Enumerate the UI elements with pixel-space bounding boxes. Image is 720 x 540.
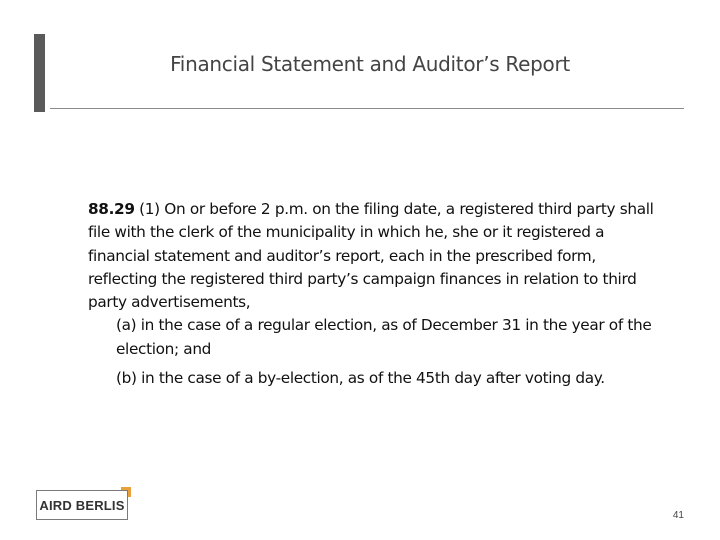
aird-berlis-logo: [36, 490, 128, 520]
sub-item-a: (a) in the case of a regular election, as of December 31 in the year of the election; and: [116, 316, 652, 358]
section-number: 88.29: [88, 200, 135, 218]
section-intro: (1) On or before 2 p.m. on the filing date, a registered third party shall file with the clerk of the municipality in which he, she or it registered a financial statement and auditor’s report, each in the prescribed form, reflecting the registered third party’s campaign finances in relation to third party advertisements,: [88, 200, 654, 312]
title-divider: [50, 108, 684, 109]
body-text: [88, 198, 668, 390]
slide-title: Financial Statement and Auditor’s Report: [170, 52, 570, 76]
logo-text: AIRD BERLIS: [39, 497, 125, 513]
logo-corner-accent-icon: [121, 487, 131, 497]
title-accent-bar: [34, 34, 45, 112]
page-number: 41: [672, 510, 684, 521]
main-paragraph: [88, 198, 668, 314]
sub-item-b: (b) in the case of a by-election, as of the 45th day after voting day.: [116, 369, 605, 388]
